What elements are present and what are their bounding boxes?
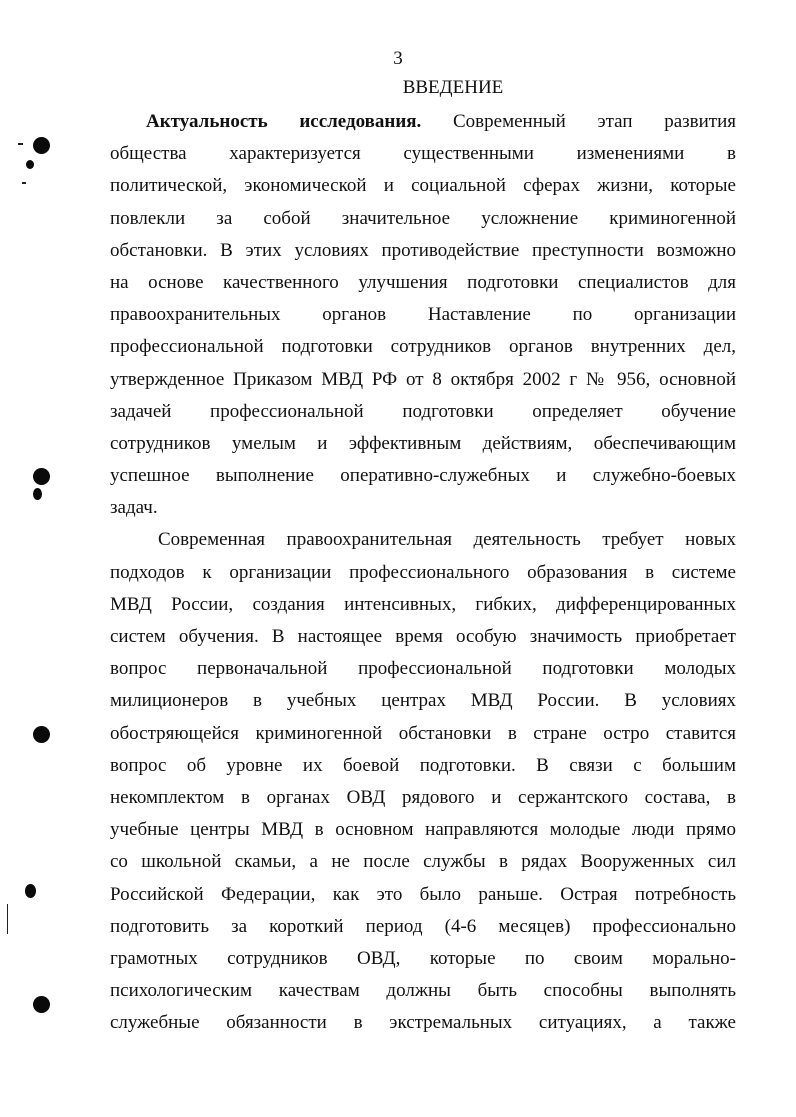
scan-speck	[22, 182, 26, 184]
paragraph-line: Российской Федерации, как это было раньше. Острая потребность	[110, 883, 736, 905]
lead-term-word: Актуальность	[146, 111, 268, 132]
paragraph-line: успешное выполнение оперативно-служебных и служебно-боевых	[110, 465, 736, 487]
paragraph-line: подходов к организации профессионального образования в системе	[110, 561, 736, 583]
paragraph-line: некомплектом в органах ОВД рядового и сержантского состава, в	[110, 786, 736, 808]
binder-hole-mark	[33, 137, 50, 154]
paragraph-line: милиционеров в учебных центрах МВД России. В условиях	[110, 690, 736, 712]
binder-hole-mark	[25, 884, 36, 898]
scan-speck	[7, 904, 8, 934]
paragraph-line: со школьной скамьи, а не после службы в рядах Вооруженных сил	[110, 851, 736, 873]
binder-hole-mark	[33, 488, 42, 500]
paragraph-line: профессиональной подготовки сотрудников органов внутренних дел,	[110, 336, 736, 358]
page-number: 3	[393, 48, 403, 69]
paragraph-line: политической, экономической и социальной сферах жизни, которые	[110, 175, 736, 197]
paragraph-line: психологическим качествам должны быть способны выполнять	[110, 980, 736, 1002]
binder-hole-mark	[33, 468, 50, 485]
paragraph-line: подготовить за короткий период (4-6 месяцев) профессионально	[110, 915, 736, 937]
paragraph-line: учебные центры МВД в основном направляются молодые люди прямо	[110, 819, 736, 841]
paragraph-line: на основе качественного улучшения подготовки специалистов для	[110, 271, 736, 293]
paragraph-line: систем обучения. В настоящее время особую значимость приобретает	[110, 626, 736, 647]
paragraph-line-text: Современный этап развития	[453, 111, 736, 132]
binder-hole-mark	[26, 160, 34, 169]
section-heading: ВВЕДЕНИЕ	[402, 77, 504, 98]
binder-hole-mark	[33, 726, 50, 743]
paragraph-line: вопрос первоначальной профессиональной подготовки молодых	[110, 658, 736, 680]
paragraph-line: задач.	[110, 497, 158, 519]
paragraph-line: сотрудников умелым и эффективным действиям, обеспечивающим	[110, 432, 736, 454]
paragraph-line: правоохранительных органов Наставление по организации	[110, 304, 736, 326]
paragraph-line: вопрос об уровне их боевой подготовки. В связи с большим	[110, 754, 736, 776]
body-text	[110, 106, 736, 1039]
paragraph-line: Современная правоохранительная деятельность требует новых	[158, 529, 736, 551]
scan-speck	[18, 143, 23, 145]
paragraph-line: обстановки. В этих условиях противодействие преступности возможно	[110, 239, 736, 261]
binder-hole-mark	[33, 996, 50, 1013]
paragraph-line: обостряющейся криминогенной обстановки в стране остро ставится	[110, 722, 736, 744]
lead-term-word: исследования.	[299, 111, 422, 132]
paragraph-line: утвержденное Приказом МВД РФ от 8 октября 2002 г № 956, основной	[110, 368, 736, 390]
paragraph-line: повлекли за собой значительное усложнение криминогенной	[110, 207, 736, 229]
paragraph-line: задачей профессиональной подготовки определяет обучение	[110, 400, 736, 422]
paragraph-line: грамотных сотрудников ОВД, которые по своим морально-	[110, 947, 736, 969]
paragraph-line: МВД России, создания интенсивных, гибких, дифференцированных	[110, 593, 736, 615]
paragraph-line: общества характеризуется существенными изменениями в	[110, 143, 736, 165]
paragraph-line: служебные обязанности в экстремальных ситуациях, а также	[110, 1012, 736, 1034]
paragraph-line	[110, 106, 736, 138]
